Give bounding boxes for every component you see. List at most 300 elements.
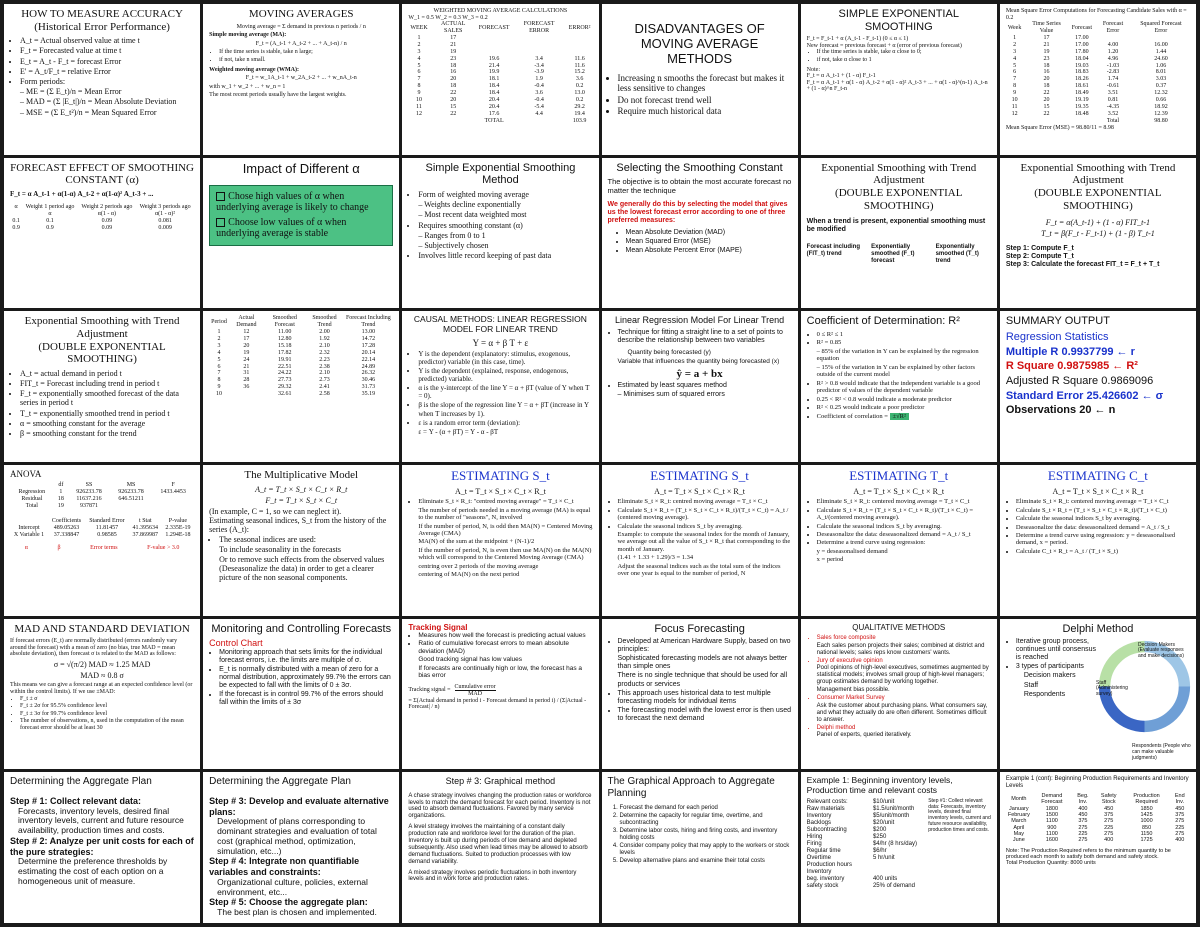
- note: r: [1130, 345, 1135, 358]
- list-item: • Mean Absolute Percent Error (MAPE): [626, 247, 792, 255]
- table-cell: X Variable 1: [13, 531, 45, 538]
- formula: F_t = F_t-1 + α (A_t-1 - F_t-1) (0 ≤ α ≤ 1): [806, 36, 909, 43]
- table-row: [209, 384, 393, 391]
- stat-row: [1006, 346, 1190, 359]
- slide-title: MAD AND STANDARD DEVIATION: [14, 622, 190, 635]
- slide-trend-adjustment-definitions: [4, 311, 200, 462]
- table-cell: 225: [1104, 824, 1114, 831]
- list-item: • Calculate S_t × R_t = (T_t × S_t × C_t × R_t)/(T_t × C_t): [1016, 507, 1190, 514]
- table-cell: 8: [1013, 83, 1017, 90]
- label: Weighted moving average (WMA):: [209, 66, 299, 73]
- table-row: [209, 329, 393, 336]
- slide-graphical-approach: [602, 772, 798, 923]
- table-row: [1006, 118, 1190, 125]
- table-cell: 23: [450, 55, 457, 62]
- table-cell: 18.4: [488, 83, 500, 90]
- table-cell: 12: [415, 110, 422, 117]
- table-cell: 19: [57, 503, 64, 510]
- cycle-arc: [1145, 686, 1185, 726]
- regression-stats: [1006, 331, 1190, 417]
- table-cell: 450: [1078, 812, 1088, 819]
- table-cell: 2.23: [319, 356, 330, 363]
- list-item: • The forecasting model with the lowest error is then used to forecast the next demand: [618, 707, 792, 723]
- table-cell: 17.00: [1075, 41, 1089, 48]
- term: Exponentially smoothed (T_t) trend: [935, 244, 979, 265]
- table-cell: 0.9: [12, 224, 20, 231]
- formula: A_t = T_t × S_t × C_t × R_t: [455, 486, 546, 496]
- slide-mse-computations: [1000, 4, 1196, 155]
- table-cell: End Inv.: [1174, 793, 1185, 806]
- table-cell: 8: [417, 83, 421, 90]
- table-cell: 11637.216: [76, 496, 102, 503]
- slide-causal-methods: [402, 311, 598, 462]
- table-cell: 375: [1078, 818, 1088, 825]
- table-cell: 11.00: [278, 329, 292, 336]
- slide-title: Monitoring and Controlling Forecasts: [211, 622, 392, 635]
- diagram-label: Respondents (People who can make valuable judgments): [1132, 743, 1191, 761]
- arrow-left-icon: ←: [1116, 345, 1128, 358]
- table-cell: 35.19: [361, 391, 376, 398]
- highlight: ±√R²: [890, 413, 909, 420]
- slide-title: The Graphical Approach to Aggregate Planning: [607, 776, 775, 799]
- slide-title: Impact of Different α: [242, 160, 360, 176]
- table-cell: Demand Forecast: [1041, 793, 1063, 806]
- table-cell: 17.82: [277, 349, 292, 356]
- slide-anova: [4, 465, 200, 616]
- table-cell: 1725: [1140, 837, 1153, 844]
- table-cell: May: [1013, 830, 1025, 837]
- table-cell: 3: [417, 48, 421, 55]
- table-row: [1006, 111, 1190, 118]
- table-cell: 18.92: [1154, 103, 1168, 110]
- table-cell: 18.61: [1075, 83, 1089, 90]
- list-item: • Mean Absolute Deviation (MAD): [626, 229, 792, 237]
- list-item: • Eliminate S_t × R_t: centred moving average = T_t × C_t: [618, 498, 792, 505]
- table-cell: 1800: [1045, 805, 1059, 812]
- slide-title: ESTIMATING S_t: [451, 468, 550, 483]
- table-cell: 9: [217, 384, 221, 391]
- list-item: • R² > 0.8 would indicate that the independent variable is a good predictor of values of the dependent variable: [817, 380, 991, 395]
- list-item: y = deseasonalised demand: [816, 547, 888, 555]
- denominator: MAD: [468, 691, 483, 698]
- table-cell: 926233.78: [118, 489, 144, 496]
- table-cell: 275: [1175, 818, 1185, 825]
- table-cell: ACTUAL SALES: [441, 21, 466, 35]
- table-cell: January: [1009, 805, 1029, 812]
- list-item: – 15% of the variation in Y can be explained by other factors outside of the current model: [816, 363, 976, 379]
- table-cell: [477, 42, 512, 49]
- table-cell: 2.10: [319, 370, 330, 377]
- table-cell: Month: [1011, 796, 1027, 803]
- table-cell: 900: [1047, 824, 1057, 831]
- table-row: [408, 35, 592, 42]
- note: σ: [1155, 389, 1164, 402]
- table-row: [1006, 83, 1190, 90]
- list-item: • Monitoring approach that sets limits for the individual forecast errors, i.e. the limits are multiple of σ.: [219, 649, 393, 665]
- table-cell: 11.6: [574, 55, 585, 62]
- cost-value: $1.5/unit/month: [872, 805, 915, 812]
- table-cell: 31.73: [361, 384, 376, 391]
- list-item: – MSE = (Σ E_t²)/n = Mean Squared Error: [20, 107, 157, 117]
- formula: [408, 684, 592, 698]
- table-cell: March: [1011, 818, 1027, 825]
- note: α: [24, 544, 28, 551]
- slide-linear-regression: [602, 311, 798, 462]
- table-cell: 375: [1175, 812, 1185, 819]
- table-cell: 21: [1043, 41, 1050, 48]
- value: 0.9869096: [1101, 374, 1154, 387]
- table-cell: 275: [1104, 818, 1114, 825]
- table-cell: 22: [1043, 90, 1050, 97]
- slide-title: Linear Regression Model For Linear Trend: [615, 315, 785, 326]
- table-cell: Safety Stock: [1100, 793, 1117, 806]
- value: 0.9875985: [1057, 360, 1110, 373]
- step: [10, 796, 194, 807]
- list-item: • 0 ≤ R² ≤ 1: [817, 331, 991, 338]
- table-row: [408, 83, 592, 90]
- list-item: ε = Y - (α + βT) = Y - α - βT: [418, 427, 499, 436]
- step-detail: Determine the preference thresholds by estimating the cost of each option on a homogeneous unit of measure.: [18, 856, 168, 886]
- table-cell: -1.03: [1106, 62, 1120, 69]
- table-cell: 18: [1043, 62, 1050, 69]
- list-item: Or to remove such effects from the observed values (Deseasonalize the data) in order to get a clearer picture of the non seasonal components.: [219, 554, 385, 583]
- table-cell: 1.9: [535, 76, 543, 83]
- table-cell: 22: [1043, 110, 1050, 117]
- table-cell: 30.46: [361, 377, 376, 384]
- note: Note: The Production Required refers to the minimum quantity to be produced each month to satisfy both demand and safety stock.: [1005, 847, 1171, 860]
- mse-table: [1006, 21, 1190, 124]
- table-body: [408, 35, 592, 118]
- list-item: • F_t ± 3σ for 99.7% confidence level: [20, 711, 194, 718]
- table-cell: 0.98585: [97, 531, 117, 538]
- paragraph: A chase strategy involves changing the production rates or workforce levels to match the demand forecast for each period. Inventory is not used to absorb demand fluctuations. Favored by many service organizations.: [408, 792, 592, 820]
- slide-title: ESTIMATING T_t: [849, 468, 949, 483]
- table-cell: 18.1: [488, 76, 500, 83]
- table-cell: [477, 49, 512, 56]
- table-row: [209, 357, 393, 364]
- slide-wma-calculations: [402, 4, 598, 155]
- slide-estimating-s-cont: [602, 465, 798, 616]
- table-cell: 18: [57, 496, 64, 503]
- cost-label: Firing: [806, 840, 822, 847]
- cost-value: $6/hr: [872, 847, 887, 854]
- table-cell: 225: [1175, 824, 1185, 831]
- highlight-box: [209, 185, 393, 246]
- table-row: [209, 391, 393, 398]
- list-item: 3. Determine labor costs, hiring and firing costs, and inventory holding costs: [620, 828, 792, 842]
- list-item: • Eliminate S_t × R_t: centered moving average = T_t × C_t: [817, 498, 991, 505]
- table-row: [408, 97, 592, 104]
- formula: A_t = T_t × S_t × C_t × R_t: [1052, 486, 1144, 496]
- slide-measure-accuracy: [4, 4, 200, 155]
- table-row: [209, 377, 393, 384]
- table-cell: 3: [217, 342, 221, 349]
- paragraph: This means we can give a forecast range at an expected confidence level (or within the control limits). If we use ±MAD:: [10, 682, 193, 696]
- list-item: Panel of experts, queried iteratively.: [816, 732, 912, 739]
- annotation: Quantity being forecasted (y): [627, 348, 711, 356]
- formula: = Σ(Actual demand in period i - Forecast demand in period i) / (Σ|Actual - Forecast| / n): [408, 697, 587, 711]
- table-row: [10, 503, 194, 510]
- list-item: • T_t = exponentially smoothed trend in period t: [20, 409, 194, 418]
- table-cell: 98.80: [1154, 117, 1168, 124]
- table-cell: TOTAL: [484, 117, 504, 124]
- table-row: [10, 525, 194, 532]
- table-cell: 0.09: [101, 217, 113, 224]
- cost-value: [873, 862, 928, 869]
- table-cell: Smoothed Trend: [312, 315, 337, 329]
- table-cell: June: [1012, 837, 1025, 844]
- slide-title: WEIGHTED MOVING AVERAGE CALCULATIONS: [433, 8, 568, 14]
- table-cell: WEEK: [410, 24, 428, 31]
- formula: T_t = β(F_t - F_t-1) + (1 - β) T_t-1: [1041, 229, 1155, 239]
- table-cell: 2.41: [319, 384, 330, 391]
- table-cell: Intercept: [18, 524, 40, 531]
- slide-example-1: [801, 772, 997, 923]
- slide-title: ESTIMATING S_t: [650, 468, 749, 483]
- list-item: • Iterative group process, continues until consensus is reached: [1016, 638, 1099, 662]
- table-cell: 19.03: [1075, 62, 1089, 69]
- table-cell: 15.18: [277, 342, 292, 349]
- table-row: [408, 104, 592, 111]
- list-item: • F_t = exponentially smoothed forecast of the data series in period t: [20, 389, 194, 407]
- table-row: [1006, 90, 1190, 97]
- table-cell: 16.00: [1154, 41, 1168, 48]
- label: Tracking signal =: [408, 687, 451, 694]
- table-row: [408, 69, 592, 76]
- table-cell: [1094, 35, 1132, 42]
- list-item: • R² = 0.85: [817, 339, 991, 346]
- table-cell: 1100: [1045, 830, 1058, 837]
- table-cell: 6: [217, 363, 221, 370]
- table-cell: 1000: [1140, 818, 1153, 825]
- list-item: • 0.25 < R² < 0.8 would indicate a moderate predictor: [817, 396, 991, 403]
- table-cell: [1006, 118, 1024, 125]
- production-table: [1006, 793, 1190, 844]
- list-item: • Sales force composite: [817, 635, 991, 642]
- table-cell: 16: [450, 69, 457, 76]
- table-cell: 1600: [1045, 837, 1059, 844]
- table-cell: 2.32: [319, 349, 330, 356]
- table-cell: Regression: [18, 489, 46, 496]
- slide-title: DISADVANTAGES OF MOVING AVERAGE METHODS: [634, 21, 765, 66]
- table-cell: 2.73: [319, 377, 330, 384]
- list-item: • Calculate S_t × R_t = (T_t × S_t × C_t × R_t)/(T_t × C_t) = A_t/(centered moving average).: [817, 507, 991, 522]
- list-item: • F_t ± 2σ for 95.5% confidence level: [20, 703, 194, 710]
- table-cell: 29.2: [574, 103, 585, 110]
- table-cell: 3.6: [535, 90, 543, 97]
- table-cell: 19.35: [1075, 103, 1089, 110]
- table-cell: SS: [85, 482, 93, 489]
- paragraph: The objective is to obtain the most accurate forecast no matter the technique: [607, 177, 792, 195]
- list-item: (1.41 + 1.33 + 1.29)/3 = 1.34: [617, 554, 694, 562]
- list-item: • Estimated by least squares method: [618, 382, 792, 390]
- table-cell: 18: [1043, 83, 1050, 90]
- stat-row: [1006, 404, 1190, 417]
- table-cell: df: [58, 482, 64, 489]
- table-cell: 11: [416, 103, 422, 110]
- table-row: [209, 343, 393, 350]
- list-item: • Eliminate S_t × R_t: "centred moving average" = T_t × C_t: [418, 498, 592, 505]
- label: Observations: [1005, 404, 1077, 417]
- list-item: • β = smoothing constant for the trend: [20, 429, 194, 438]
- table-cell: 15.2: [574, 69, 585, 76]
- table-cell: 1425: [1140, 812, 1153, 819]
- table-cell: 6: [1013, 69, 1017, 76]
- table-cell: Coefficients: [51, 517, 82, 524]
- list-item: – Ranges from 0 to 1: [418, 230, 486, 240]
- step: Step 2: Compute T_t: [1005, 252, 1074, 260]
- table-cell: 2.58: [319, 391, 330, 398]
- list-item: – Most recent data weighted most: [418, 210, 527, 220]
- list-item: Respondents: [1023, 690, 1066, 698]
- table-cell: [110, 503, 152, 510]
- table-cell: 19.4: [574, 110, 585, 117]
- paragraph: When a trend is present, exponential smoothing must be modified: [806, 218, 986, 234]
- list-item: • Form of weighted moving average: [418, 190, 592, 199]
- table-cell: 0.37: [1155, 83, 1167, 90]
- diagram-label: Decision Makers (Evaluate responses and make decisions): [1138, 641, 1184, 660]
- table-cell: 18.26: [1075, 76, 1089, 83]
- table-cell: 1: [59, 489, 63, 496]
- list-item: • Y is the dependent (explained, response, endogenous, predicted) variable.: [418, 367, 592, 383]
- list-item: • F_t = Forecasted value at time t: [20, 46, 194, 55]
- slide-title: SIMPLE EXPONENTIAL SMOOTHING: [838, 8, 959, 33]
- step-detail: Forecasts, inventory levels, desired final inventory levels, current and future resource availability, production times and costs.: [18, 805, 184, 836]
- table-row: [10, 489, 194, 496]
- table-body: [10, 489, 194, 510]
- table-cell: 11.6: [574, 62, 585, 69]
- table-cell: 17: [1043, 34, 1050, 41]
- slide-subtitle: (DOUBLE EXPONENTIAL SMOOTHING): [38, 340, 166, 366]
- table-cell: 20: [243, 342, 250, 349]
- slide-title: Delphi Method: [1062, 622, 1134, 635]
- list-item: centring over 2 periods of the moving average: [418, 562, 539, 570]
- slide-simple-exp-smoothing: [801, 4, 997, 155]
- table-row: [1006, 69, 1190, 76]
- diagram-label: Staff (Administering survey): [1096, 679, 1128, 698]
- table-cell: F: [171, 482, 175, 489]
- table-cell: 2: [1013, 41, 1017, 48]
- table-cell: 18.49: [1075, 90, 1089, 97]
- table-cell: April: [1013, 824, 1025, 831]
- list-item: • If the time series is stable, take n large;: [219, 49, 393, 56]
- paragraph: A mixed strategy involves periodic fluctuations in both inventory levels and in work force and production rates.: [408, 869, 577, 883]
- table-cell: 10: [215, 391, 222, 398]
- table-cell: 450: [1175, 805, 1185, 812]
- table-cell: 375: [1104, 812, 1114, 819]
- table-cell: 489.05263: [53, 524, 80, 531]
- table-cell: Actual Demand: [236, 315, 257, 329]
- term: Forecast including (FIT_t) trend: [806, 244, 860, 258]
- table-row: [408, 56, 592, 63]
- table-cell: [511, 49, 566, 56]
- table-row: [408, 42, 592, 49]
- table-cell: 20.4: [488, 103, 500, 110]
- numerator: Cumulative error: [454, 683, 496, 690]
- table-cell: 4: [1013, 55, 1017, 62]
- stat-row: [1006, 390, 1190, 403]
- formula: A_t = T_t × S_t × C_t × R_t: [255, 484, 348, 494]
- table-cell: 19.6: [488, 55, 500, 62]
- formula: F_t = (A_t-1 + A_t-2 + ... + A_t-n) / n: [255, 40, 347, 47]
- table-cell: α(1 - α): [97, 210, 117, 217]
- list-item: If the number of period, N, is even then use MA(N) on the MA(N) which will correspond to the Centered Moving Average (CMA): [418, 546, 592, 562]
- subtitle: Control Chart: [209, 638, 263, 649]
- list-item: • Ratio of cumulative forecast errors to mean absolute deviation (MAD): [418, 640, 592, 655]
- paragraph: If forecast errors (E_t) are normally distributed (errors randomly vary around the forecast) with a mean of zero (no bias, true MAD = mean absolute deviation), then forecast σ is related to the MAD as follows:: [10, 638, 178, 658]
- table-cell: 1500: [1045, 812, 1059, 819]
- step-title: Step # 3: Develop and evaluate alternative plans:: [209, 795, 389, 817]
- list-item: 2. Determine the capacity for regular time, overtime, and subcontracting: [620, 813, 792, 827]
- table-cell: 937871: [79, 503, 98, 510]
- table-cell: 2.10: [319, 342, 330, 349]
- table-cell: 1: [217, 329, 221, 336]
- table-cell: 11.81457: [95, 524, 119, 531]
- list-item: • Calculate the seasonal indices S_t by averaging.: [817, 523, 991, 530]
- list-item: Management bias possible.: [816, 687, 890, 694]
- formula: Y = α + β T + ε: [472, 337, 529, 348]
- cost-values: [873, 799, 928, 890]
- formula: MAD ≈ 0.8 σ: [80, 671, 124, 681]
- table-cell: 17: [243, 336, 250, 342]
- table-row: [209, 364, 393, 371]
- list-item: • Calculate the seasonal indices S_t by averaging.: [618, 523, 792, 530]
- table-cell: 3.03: [1155, 76, 1167, 83]
- table-row: [1006, 56, 1190, 63]
- table-cell: 0.09: [101, 224, 113, 231]
- table-cell: 22.14: [361, 356, 376, 363]
- table-row: [1006, 49, 1190, 56]
- table-cell: 0.081: [158, 217, 172, 224]
- coefficients-table: [10, 518, 194, 539]
- list-item: • Requires smoothing constant (α): [418, 221, 592, 230]
- table-cell: 13.00: [361, 329, 376, 336]
- list-item: • Deseasonalize the data: deseasonalized demand = A_t / S_t: [817, 531, 991, 538]
- table-cell: 400: [1078, 805, 1088, 812]
- table-cell: 18.4: [488, 90, 500, 97]
- table-cell: α: [48, 210, 52, 217]
- table-cell: 12: [1011, 110, 1018, 117]
- alpha-table: [10, 204, 194, 232]
- cost-label: Production hours: [806, 861, 853, 868]
- slide-selecting-constant: [602, 158, 798, 309]
- cost-value: 5 hr/unit: [872, 854, 895, 861]
- table-cell: 37.338847: [53, 531, 80, 538]
- slide-estimating-s: [402, 465, 598, 616]
- table-cell: 21.4: [488, 62, 500, 69]
- table-row: [209, 370, 393, 377]
- table-cell: 646.51211: [118, 496, 144, 503]
- list-item: • α is the y-intercept of the line Y = α + βT (value of Y when T = 0).: [418, 384, 592, 400]
- fraction: [455, 684, 496, 698]
- table-row: [1006, 76, 1190, 83]
- list-item: The number of periods needed in a moving average (MA) is equal to the number of "seasons", N, involved: [418, 506, 591, 522]
- cost-value: $10/unit: [872, 798, 895, 805]
- table-row: [1006, 104, 1190, 111]
- table-cell: 37.869987: [132, 531, 159, 538]
- list-item: If forecasts are continually high or low, the forecast has a bias error: [418, 664, 582, 680]
- slide-delphi-method: [1000, 619, 1196, 770]
- paragraph: (In example, C = 1, so we can neglect it).: [209, 507, 342, 517]
- list-item: • Consumer Market Survey: [817, 695, 991, 702]
- slide-estimating-c: [1000, 465, 1196, 616]
- slide-mad-std: [4, 619, 200, 770]
- table-body: [10, 218, 194, 232]
- slide-monitoring-controlling: [203, 619, 399, 770]
- list-item: – Minimises sum of squared errors: [617, 391, 725, 399]
- table-cell: -3.9: [534, 69, 544, 76]
- formula: F_t = α A_t-1 + α(1 - α) A_t-2 + α(1 - α)² A_t-3 + ... + α(1 - α)^(n-1) A_t-n + (1 - α)^n F_t-n: [806, 79, 988, 93]
